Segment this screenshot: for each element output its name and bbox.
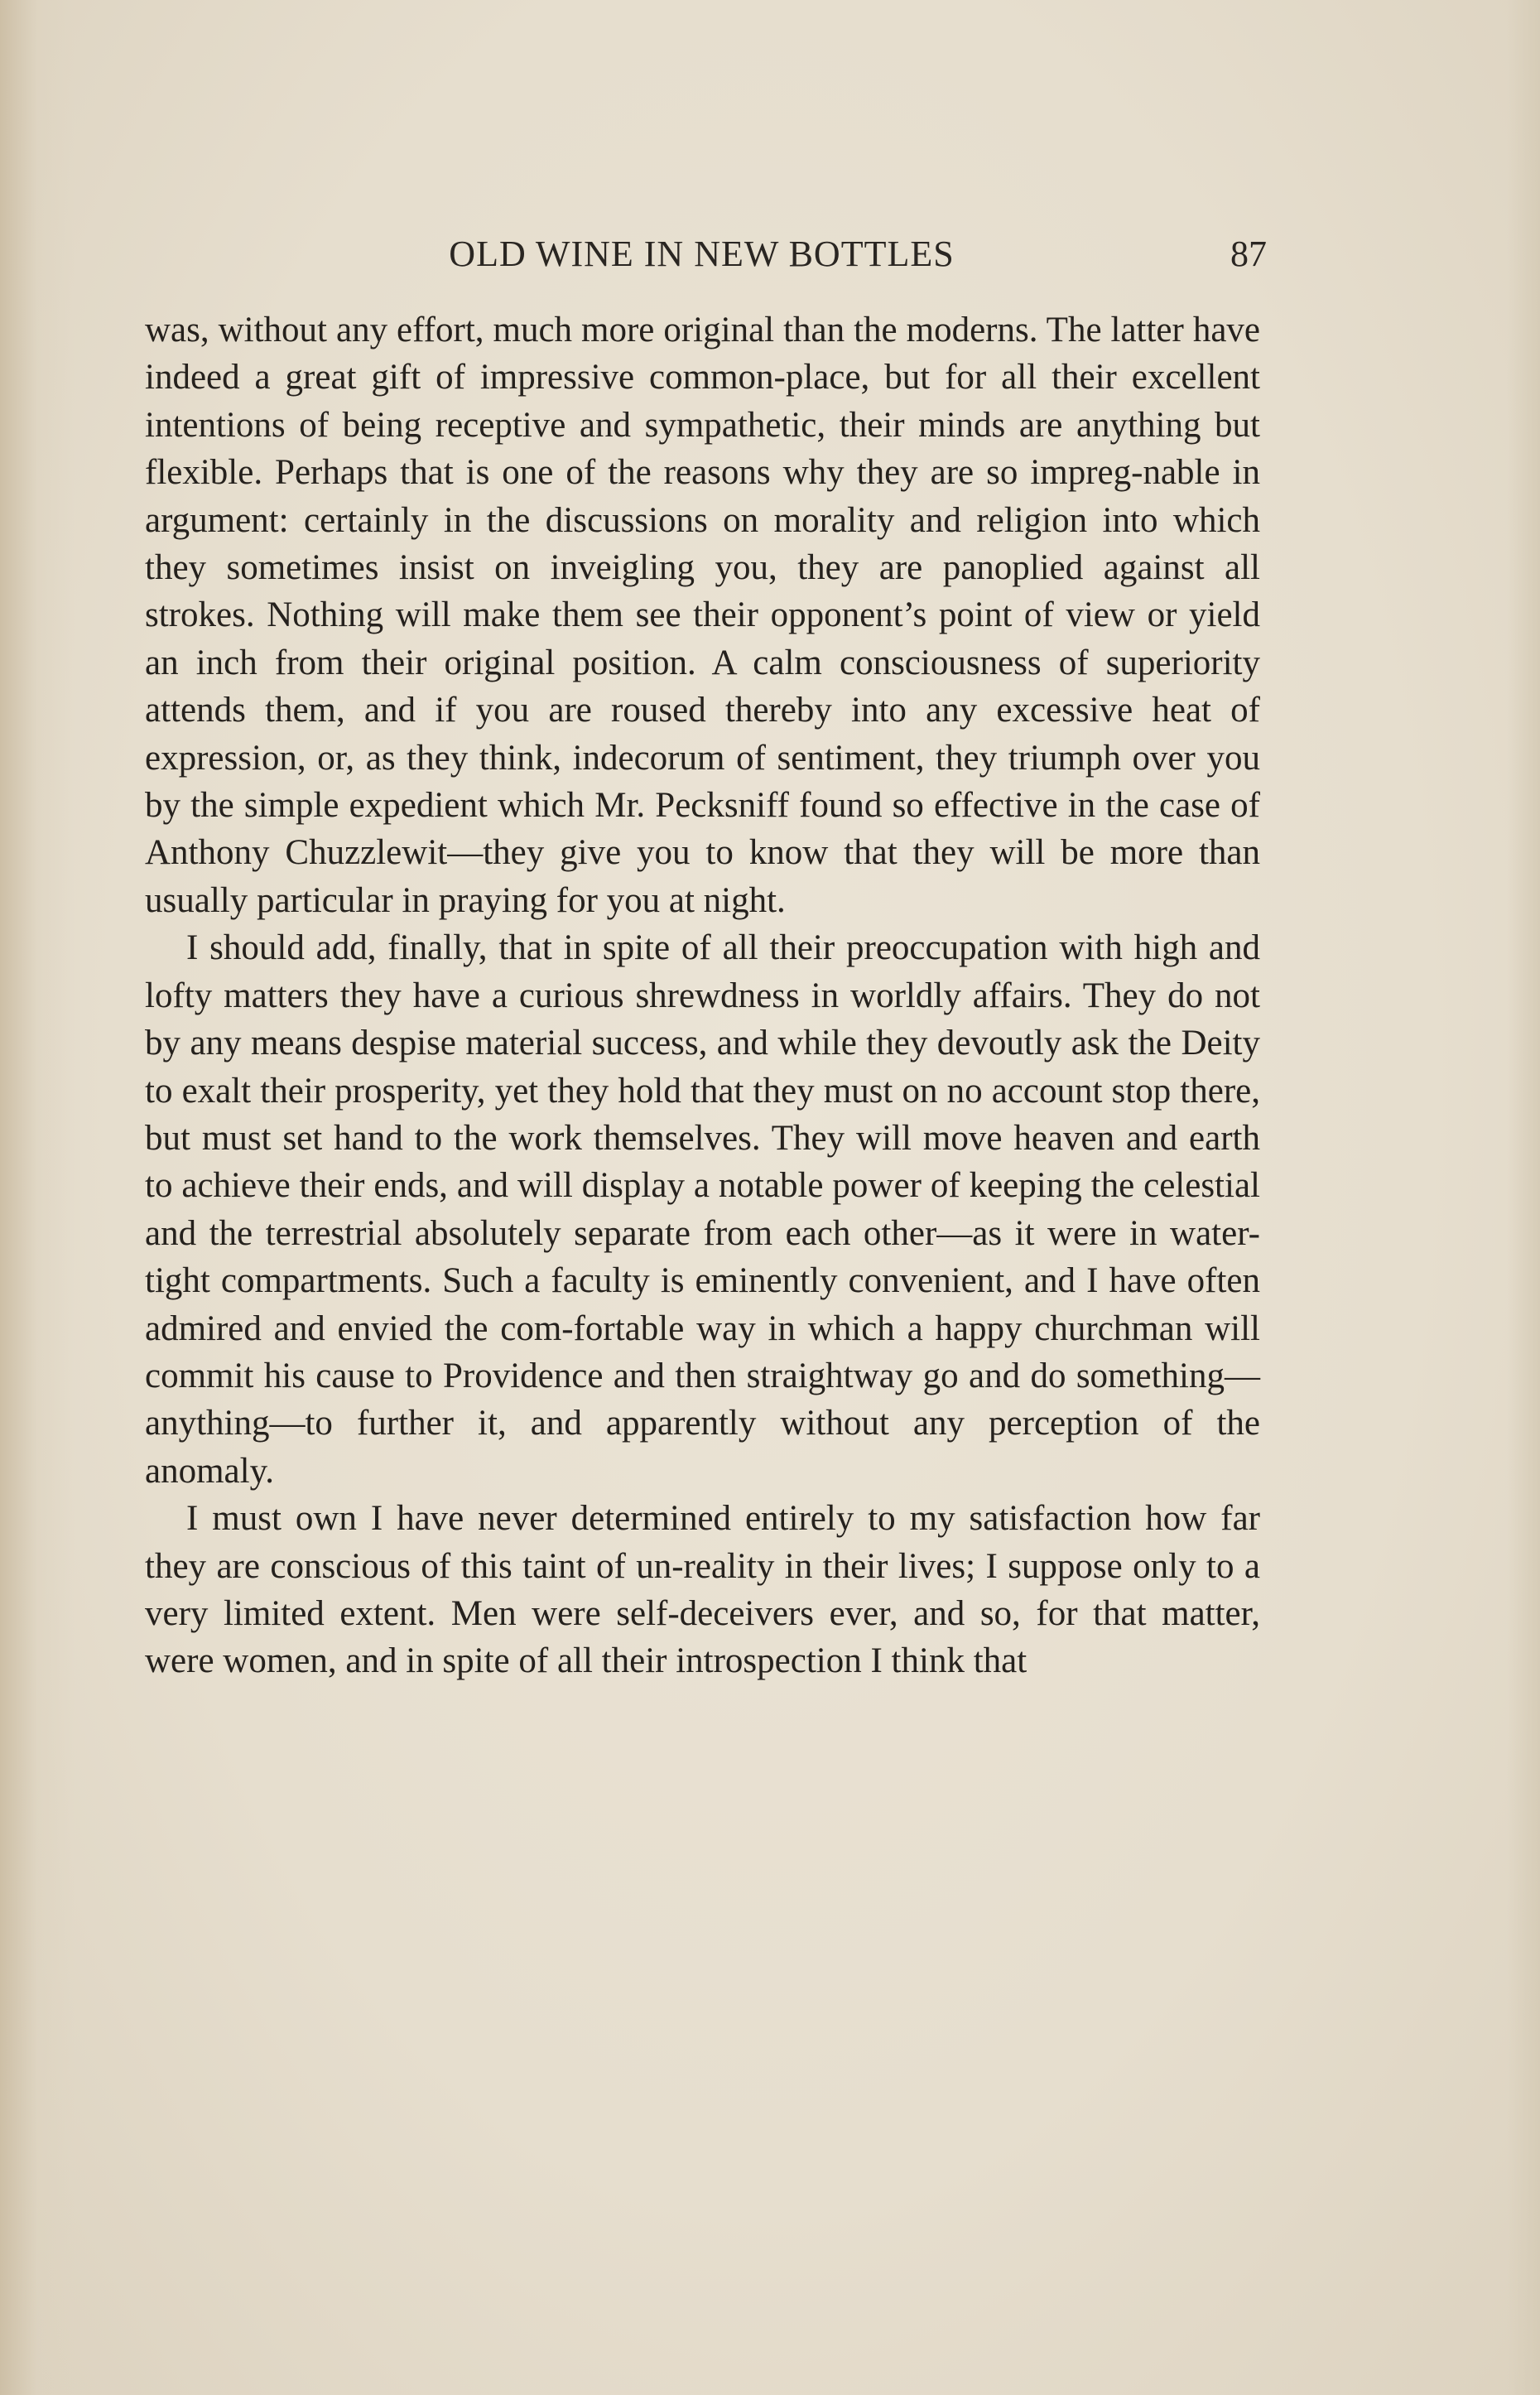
running-title: OLD WINE IN NEW BOTTLES [449, 234, 955, 274]
page-edge-shading [1507, 0, 1540, 2395]
body-text [145, 306, 1260, 1685]
paragraph-1: was, without any effort, much more original than the moderns. The latter have indeed a great gift of impressive common-place, but for all their excellent intentions of being receptive and sympathetic, their minds are anything but flexible. Perhaps that is one of the reasons why they are so impreg-nable in argument: certainly in the discussions on morality and religion into which they sometimes insist on inveigling you, they are panoplied against all strokes. Nothing will make them see their opponent’s point of view or yield an inch from their original position. A calm consciousness of superiority attends them, and if you are roused thereby into any excessive heat of expression, or, as they think, indecorum of sentiment, they triumph over you by the simple expedient which Mr. Pecksniff found so effective in the case of Anthony Chuzzlewit—they give you to know that they will be more than usually particular in praying for you at night. [145, 311, 1260, 920]
paragraph-2: I should add, finally, that in spite of all their preoccupation with high and lofty matters they have a curious shrewdness in worldly affairs. They do not by any means despise material success, and while they devoutly ask the Deity to exalt their prosperity, yet they hold that they must on no account stop there, but must set hand to the work themselves. They will move heaven and earth to achieve their ends, and will display a notable power of keeping the celestial and the terrestrial absolutely separate from each other—as it were in water-tight compartments. Such a faculty is eminently convenient, and I have often admired and envied the com-fortable way in which a happy churchman will commit his cause to Providence and then straightway go and do something—anything—to further it, and apparently without any perception of the anomaly. [145, 928, 1260, 1491]
running-head [137, 225, 1267, 283]
page-number: 87 [1230, 234, 1267, 274]
paragraph-3: I must own I have never determined entirely to my satisfaction how far they are conscious of this taint of un-reality in their lives; I suppose only to a very limited extent. Men were self-deceivers ever, and so, for that matter, were women, and in spite of all their introspection I think that [145, 1499, 1260, 1681]
gutter-shadow [0, 0, 75, 2395]
